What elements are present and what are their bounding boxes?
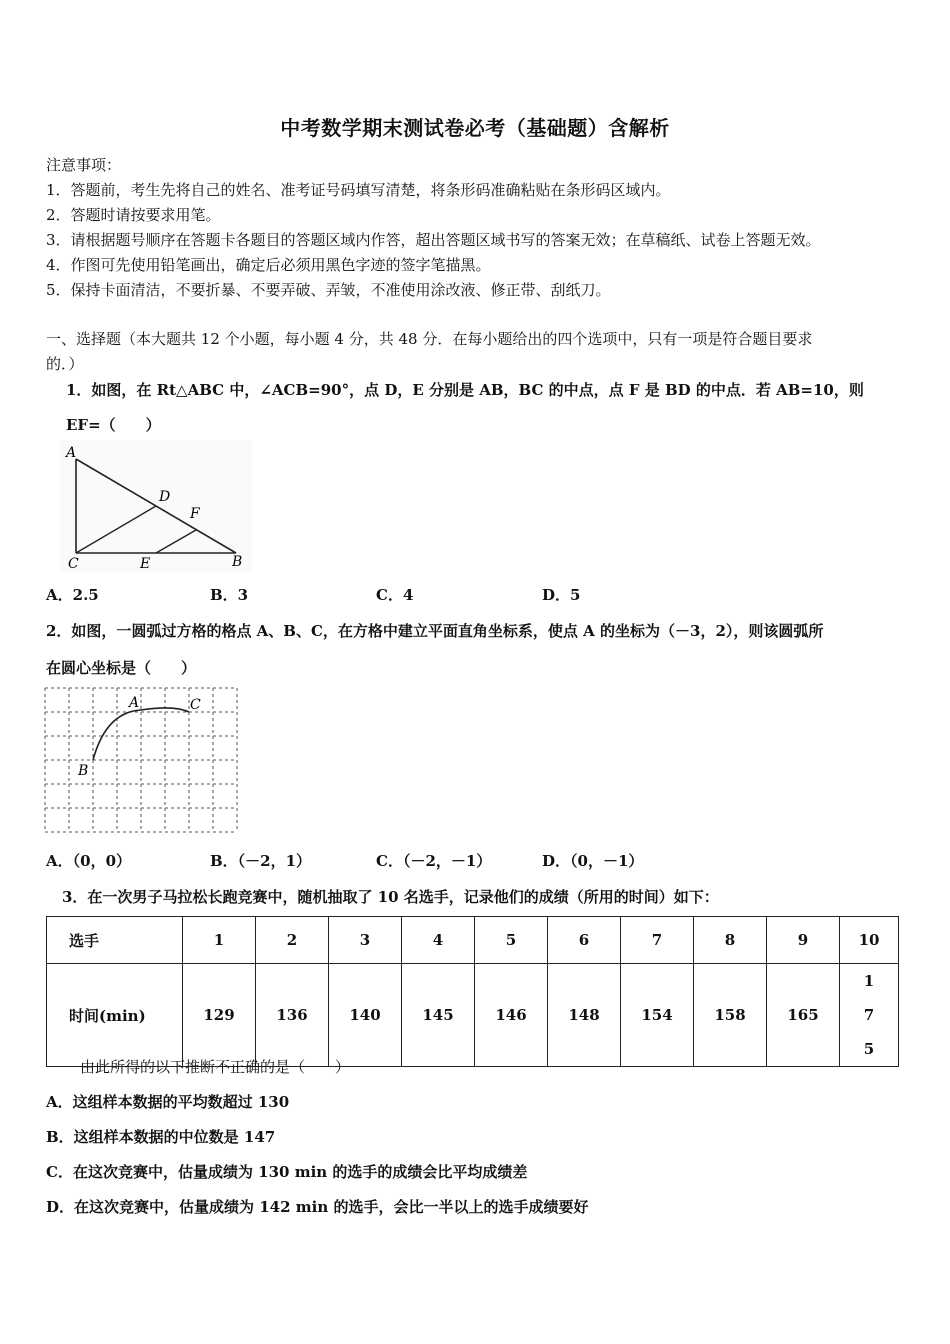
table-cell: 165: [767, 964, 840, 1067]
q3-prompt: 由此所得的以下推断不正确的是（ ）: [80, 1058, 351, 1076]
note-item-2: 2．答题时请按要求用笔。: [46, 206, 221, 224]
q2-label-c: C: [190, 697, 201, 713]
section-heading-line1: 一、选择题（本大题共 12 个小题，每小题 4 分，共 48 分．在每小题给出的四个选项中，只有一项是符合题目要求: [46, 330, 813, 348]
table-header-cell: 时间(min): [47, 964, 183, 1067]
page-title: 中考数学期末测试卷必考（基础题）含解析: [280, 116, 670, 140]
notes-heading: 注意事项：: [46, 156, 122, 174]
q3-results-table: [46, 916, 899, 1067]
q1-label-b: B: [232, 554, 243, 570]
table-cell: 129: [183, 964, 256, 1067]
section-heading-line2: 的．）: [46, 355, 84, 373]
table-cell: 7: [621, 917, 694, 964]
q1-label-c: C: [68, 556, 79, 572]
table-cell: 146: [475, 964, 548, 1067]
q2-option-a[interactable]: A．（0，0）: [46, 852, 132, 870]
note-item-3: 3．请根据题号顺序在答题卡各题目的答题区域内作答，超出答题区域书写的答案无效；在草稿纸、试卷上答题无效。: [46, 231, 821, 249]
table-row: [47, 917, 899, 964]
q3-text: 3．在一次男子马拉松长跑竞赛中，随机抽取了 10 名选手，记录他们的成绩（所用的时间）如下：: [62, 888, 719, 906]
table-cell: 145: [402, 964, 475, 1067]
q1-label-d: D: [159, 489, 171, 505]
q1-label-e: E: [140, 556, 151, 572]
table-cell: [840, 964, 899, 1067]
q1-option-b[interactable]: B．3: [210, 586, 249, 604]
q2-grid-figure: [44, 687, 238, 833]
table-cell: 158: [694, 964, 767, 1067]
table-header-cell: 选手: [47, 917, 183, 964]
table-cell: 148: [548, 964, 621, 1067]
q3-option-d[interactable]: D．在这次竞赛中，估量成绩为 142 min 的选手，会比一半以上的选手成绩要好: [46, 1198, 589, 1216]
table-cell: 140: [329, 964, 402, 1067]
q1-triangle-figure: [60, 440, 252, 572]
q2-option-d[interactable]: D．（0，－1）: [542, 852, 644, 870]
q1-label-f: F: [190, 506, 200, 522]
q2-text-line2: 在圆心坐标是（ ）: [46, 659, 197, 677]
q1-option-a[interactable]: A．2.5: [46, 586, 99, 604]
q1-label-a: A: [66, 445, 77, 461]
note-item-5: 5．保持卡面清洁，不要折暴、不要弄破、弄皱，不准使用涂改液、修正带、刮纸刀。: [46, 281, 611, 299]
q1-option-d[interactable]: D．5: [542, 586, 581, 604]
q3-option-b[interactable]: B．这组样本数据的中位数是 147: [46, 1128, 276, 1146]
q2-label-a: A: [129, 695, 140, 711]
table-cell: 136: [256, 964, 329, 1067]
q2-label-b: B: [78, 763, 89, 779]
q3-option-c[interactable]: C．在这次竞赛中，估量成绩为 130 min 的选手的成绩会比平均成绩差: [46, 1163, 528, 1181]
table-cell: 154: [621, 964, 694, 1067]
q3-option-a[interactable]: A．这组样本数据的平均数超过 130: [46, 1093, 290, 1111]
note-item-4: 4．作图可先使用铅笔画出，确定后必须用黑色字迹的签字笔描黑。: [46, 256, 491, 274]
q2-option-c[interactable]: C．（－2，－1）: [376, 852, 492, 870]
table-cell: 9: [767, 917, 840, 964]
table-cell: 5: [475, 917, 548, 964]
table-cell: 2: [256, 917, 329, 964]
q1-text-line1: 1．如图，在 Rt△ABC 中，∠ACB=90°，点 D，E 分别是 AB，BC 的中点，点 F 是 BD 的中点．若 AB=10，则: [66, 381, 864, 399]
q2-option-b[interactable]: B．（－2，1）: [210, 852, 312, 870]
q1-option-c[interactable]: C．4: [376, 586, 414, 604]
table-cell: 4: [402, 917, 475, 964]
table-cell: 1: [183, 917, 256, 964]
table-cell: 6: [548, 917, 621, 964]
q1-text-line2: EF=（ ）: [66, 416, 161, 434]
table-cell: 10: [840, 917, 899, 964]
note-item-1: 1．答题前，考生先将自己的姓名、准考证号码填写清楚，将条形码准确粘贴在条形码区域内。: [46, 181, 671, 199]
table-row: [47, 964, 899, 1067]
q2-text-line1: 2．如图，一圆弧过方格的格点 A、B、C，在方格中建立平面直角坐标系，使点 A 的坐标为（－3，2），则该圆弧所: [46, 622, 824, 640]
table-cell: 3: [329, 917, 402, 964]
table-cell-wrapped-value: 175: [863, 972, 875, 1058]
table-cell: 8: [694, 917, 767, 964]
